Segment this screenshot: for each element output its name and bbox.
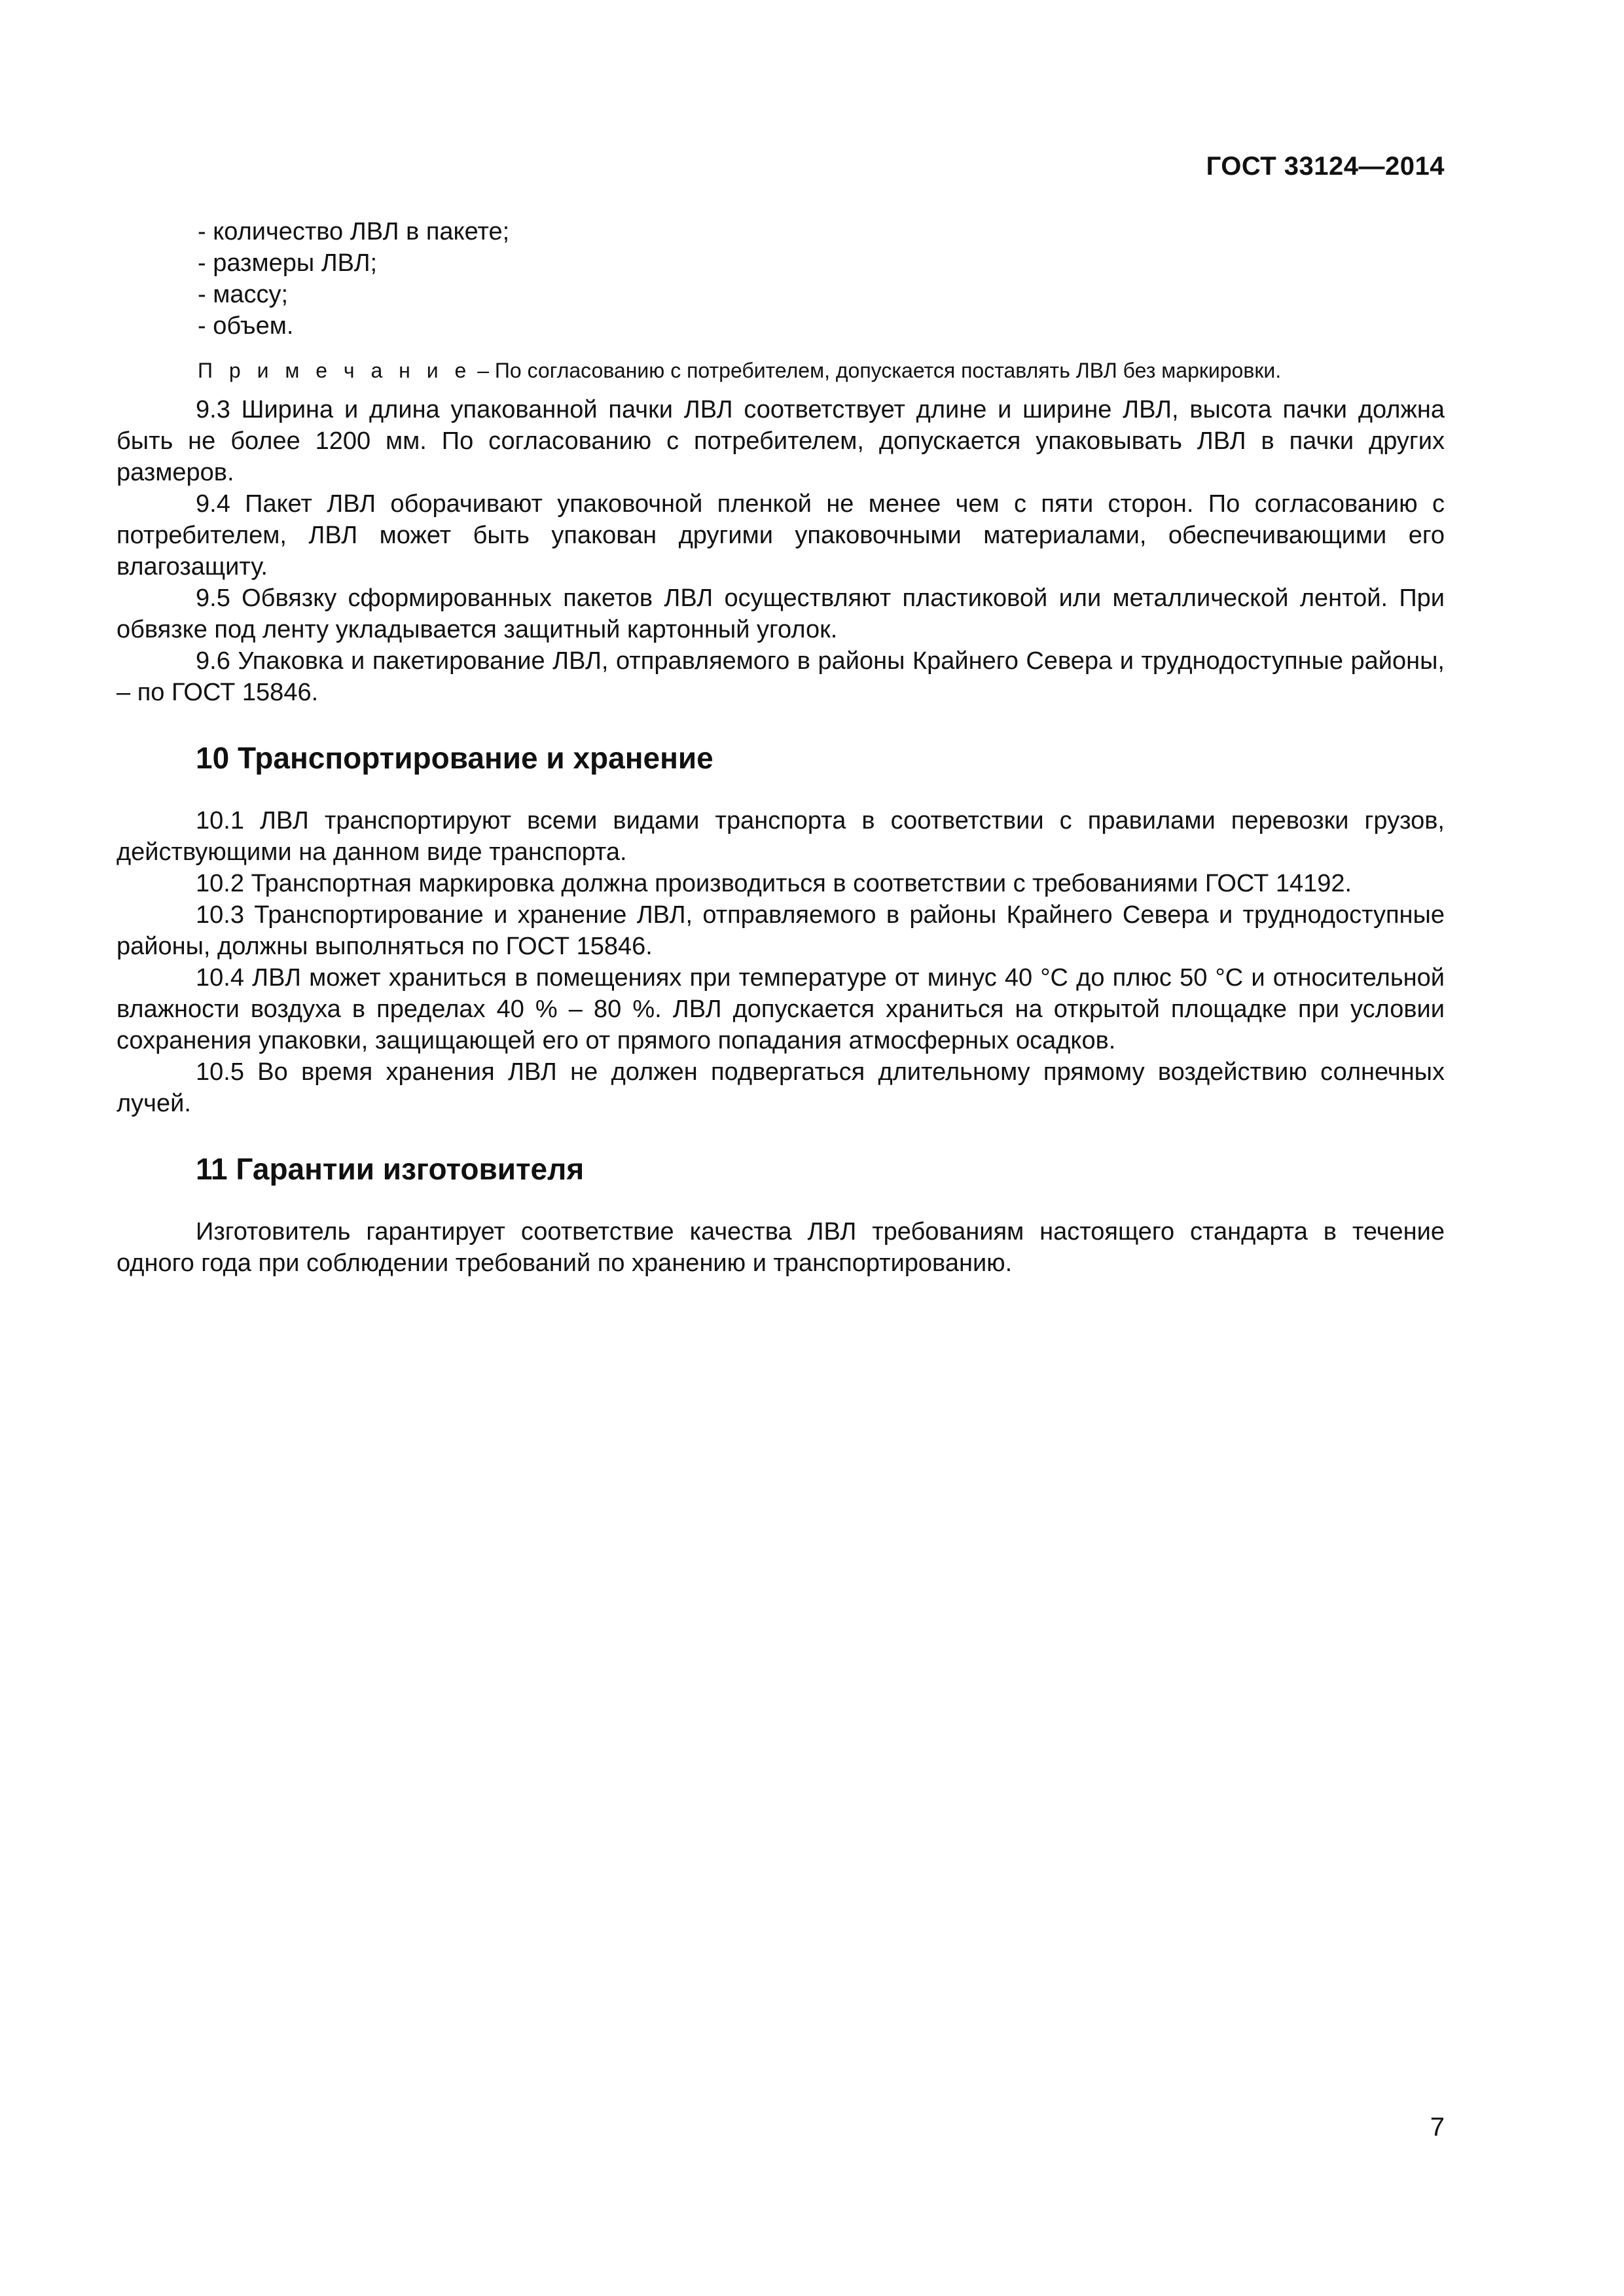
note-text: – По согласованию с потребителем, допускается поставлять ЛВЛ без маркировки. [471, 359, 1282, 382]
list-item: - объем. [198, 312, 294, 340]
section-11-heading: 11 Гарантии изготовителя [196, 1152, 585, 1186]
paragraph-9-5: 9.5 Обвязку сформированных пакетов ЛВЛ осуществляют пластиковой или металлической лентой. При обвязке под ленту укладывается защитный картонный уголок. [117, 584, 1445, 643]
document-code-header: ГОСТ 33124—2014 [1206, 152, 1445, 181]
paragraph-11: Изготовитель гарантирует соответствие качества ЛВЛ требованиям настоящего стандарта в течение одного года при соблюдении требований по хранению и транспортированию. [117, 1218, 1445, 1277]
list-item: - количество ЛВЛ в пакете; [198, 218, 510, 245]
paragraph-10-4: 10.4 ЛВЛ может храниться в помещениях при температуре от минус 40 °С до плюс 50 °С и относительной влажности воздуха в пределах 40 % – 80 %. ЛВЛ допускается храниться на открытой площадке при условии сохранения упаковки, защищающей его от прямого попадания атмосферных осадков. [117, 964, 1445, 1054]
paragraph-9-6: 9.6 Упаковка и пакетирование ЛВЛ, отправляемого в районы Крайнего Севера и труднодоступные районы, – по ГОСТ 15846. [117, 647, 1445, 706]
section-11-paragraphs [117, 1216, 1445, 1279]
paragraph-10-2: 10.2 Транспортная маркировка должна производиться в соответствии с требованиями ГОСТ 14192. [196, 870, 1352, 897]
note-label: П р и м е ч а н и е [198, 359, 472, 382]
paragraph-9-3: 9.3 Ширина и длина упакованной пачки ЛВЛ соответствует длине и ширине ЛВЛ, высота пачки должна быть не более 1200 мм. По согласованию с потребителем, допускается упаковывать ЛВЛ в пачки других размеров. [117, 396, 1445, 486]
paragraph-10-3: 10.3 Транспортирование и хранение ЛВЛ, отправляемого в районы Крайнего Севера и труднодоступные районы, должны выполняться по ГОСТ 15846. [117, 901, 1445, 960]
section-10-heading: 10 Транспортирование и хранение [196, 741, 713, 775]
page-content [117, 216, 1445, 1279]
paragraph-10-5: 10.5 Во время хранения ЛВЛ не должен подвергаться длительному прямому воздействию солнечных лучей. [117, 1058, 1445, 1117]
paragraph-9-4: 9.4 Пакет ЛВЛ оборачивают упаковочной пленкой не менее чем с пяти сторон. По согласованию с потребителем, ЛВЛ может быть упакован другими упаковочными материалами, обеспечивающими его влагозащиту. [117, 490, 1445, 581]
page-number: 7 [1430, 2113, 1445, 2142]
list-item: - массу; [198, 281, 289, 308]
paragraph-10-1: 10.1 ЛВЛ транспортируют всеми видами транспорта в соответствии с правилами перевозки грузов, действующими на данном виде транспорта. [117, 807, 1445, 866]
section-9-paragraphs [117, 394, 1445, 708]
list [117, 216, 1445, 342]
note [117, 356, 1445, 385]
section-10-paragraphs [117, 805, 1445, 1119]
list-item: - размеры ЛВЛ; [198, 249, 378, 277]
